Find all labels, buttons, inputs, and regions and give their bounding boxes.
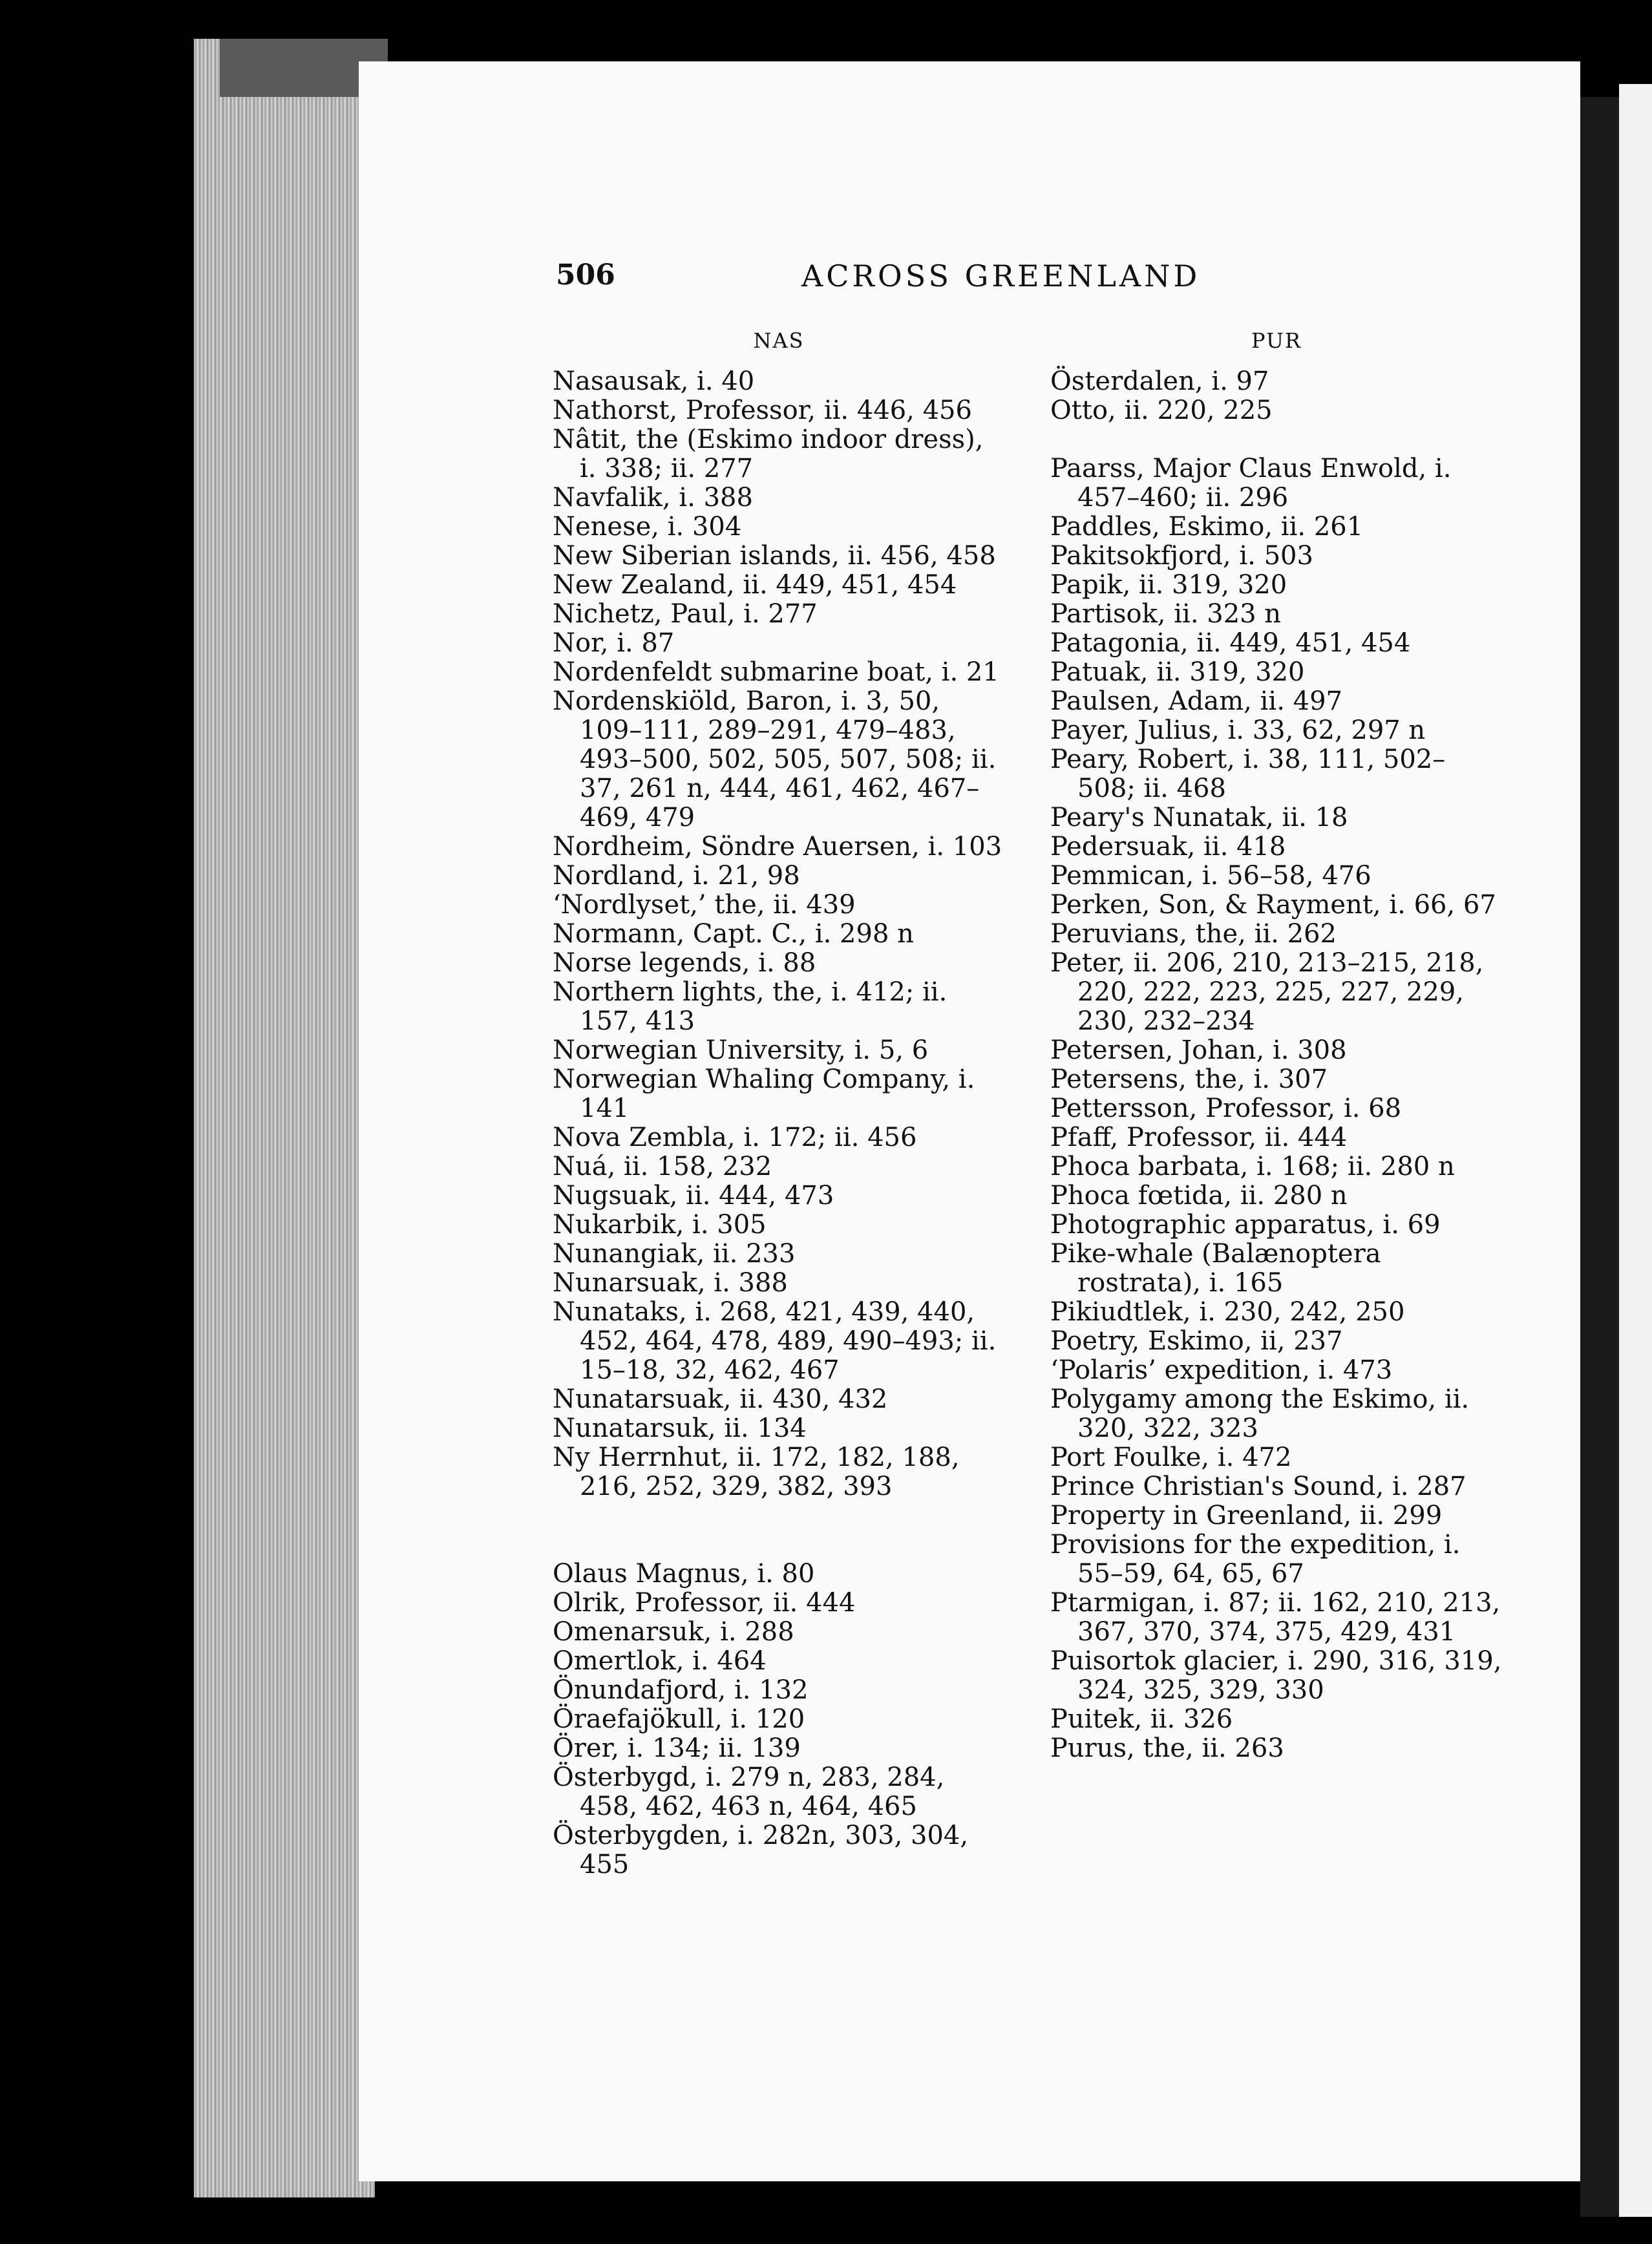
index-entry: Pfaff, Professor, ii. 444 bbox=[1050, 1123, 1348, 1152]
index-entry: Peary, Robert, i. 38, 111, 502–508; ii. 468 bbox=[1050, 745, 1446, 803]
guide-word-right: PUR bbox=[1251, 328, 1302, 353]
index-entry: Navfalik, i. 388 bbox=[553, 483, 753, 513]
index-entry: Polygamy among the Eskimo, ii. 320, 322, 323 bbox=[1050, 1384, 1470, 1443]
index-entry: Ptarmigan, i. 87; ii. 162, 210, 213, 367, 370, 374, 375, 429, 431 bbox=[1050, 1588, 1501, 1647]
index-entry: Property in Greenland, ii. 299 bbox=[1050, 1501, 1443, 1530]
index-entry: Nor, i. 87 bbox=[553, 628, 675, 658]
index-entry: Petersens, the, i. 307 bbox=[1050, 1064, 1328, 1094]
index-entry: Norse legends, i. 88 bbox=[553, 948, 816, 978]
index-column-left bbox=[553, 326, 1005, 1879]
index-entry: New Siberian islands, ii. 456, 458 bbox=[553, 541, 996, 571]
index-entry: Nunatarsuk, ii. 134 bbox=[553, 1413, 807, 1443]
index-entry: Österdalen, i. 97 bbox=[1050, 366, 1269, 396]
index-entry: Phoca barbata, i. 168; ii. 280 n bbox=[1050, 1152, 1455, 1181]
index-entry: Örer, i. 134; ii. 139 bbox=[553, 1733, 801, 1763]
index-entry: Puitek, ii. 326 bbox=[1050, 1704, 1233, 1734]
index-entry: Österbygden, i. 282n, 303, 304, 455 bbox=[553, 1821, 969, 1879]
index-entry: Port Foulke, i. 472 bbox=[1050, 1443, 1292, 1472]
index-entry: Nenese, i. 304 bbox=[553, 512, 742, 542]
index-entry: Norwegian Whaling Company, i. 141 bbox=[553, 1064, 975, 1123]
index-entry: Olrik, Professor, ii. 444 bbox=[553, 1588, 856, 1618]
index-entry: Northern lights, the, i. 412; ii. 157, 413 bbox=[553, 977, 948, 1036]
index-entry: Perken, Son, & Rayment, i. 66, 67 bbox=[1050, 890, 1496, 920]
index-entry: Nova Zembla, i. 172; ii. 456 bbox=[553, 1123, 917, 1152]
book-page-edges bbox=[194, 39, 375, 2197]
index-entry: Paulsen, Adam, ii. 497 bbox=[1050, 686, 1342, 716]
index-entry: Nunataks, i. 268, 421, 439, 440, 452, 464, 478, 489, 490–493; ii. 15–18, 32, 462, 467 bbox=[553, 1297, 997, 1385]
index-entry: Nordenfeldt submarine boat, i. 21 bbox=[553, 657, 999, 687]
index-entry: Paddles, Eskimo, ii. 261 bbox=[1050, 512, 1364, 542]
section-gap bbox=[553, 1501, 1005, 1560]
page-gutter bbox=[1580, 97, 1619, 2217]
index-group-o bbox=[553, 1560, 1005, 1879]
page-header bbox=[556, 259, 1538, 304]
index-entry: Patagonia, ii. 449, 451, 454 bbox=[1050, 628, 1411, 658]
page-number: 506 bbox=[556, 259, 615, 291]
index-group-o-cont bbox=[1050, 367, 1503, 425]
index-entry: Nunangiak, ii. 233 bbox=[553, 1239, 796, 1269]
index-entry: Pettersson, Professor, i. 68 bbox=[1050, 1094, 1402, 1123]
index-entry: Puisortok glacier, i. 290, 316, 319, 324, 325, 329, 330 bbox=[1050, 1646, 1502, 1705]
index-entry: Provisions for the expedition, i. 55–59, 64, 65, 67 bbox=[1050, 1530, 1461, 1589]
index-entry: Phoca fœtida, ii. 280 n bbox=[1050, 1181, 1348, 1211]
running-title: ACROSS GREENLAND bbox=[801, 259, 1201, 293]
index-entry: New Zealand, ii. 449, 451, 454 bbox=[553, 570, 957, 600]
index-entry: Normann, Capt. C., i. 298 n bbox=[553, 919, 914, 949]
facing-page-sliver bbox=[1619, 84, 1652, 2217]
index-entry: Nugsuak, ii. 444, 473 bbox=[553, 1181, 834, 1211]
index-entry: Nathorst, Professor, ii. 446, 456 bbox=[553, 396, 972, 425]
index-entry: Nordland, i. 21, 98 bbox=[553, 861, 800, 891]
index-column-right bbox=[1050, 326, 1503, 1763]
index-entry: Nichetz, Paul, i. 277 bbox=[553, 599, 818, 629]
index-entry: Paarss, Major Claus Enwold, i. 457–460; ii. 296 bbox=[1050, 454, 1452, 513]
index-entry: Nuá, ii. 158, 232 bbox=[553, 1152, 772, 1181]
index-entry: Nordheim, Söndre Auersen, i. 103 bbox=[553, 832, 1002, 862]
index-entry: Omertlok, i. 464 bbox=[553, 1646, 767, 1676]
index-entry: Nukarbik, i. 305 bbox=[553, 1210, 767, 1240]
index-entry: Pakitsokfjord, i. 503 bbox=[1050, 541, 1313, 571]
index-entry: Omenarsuk, i. 288 bbox=[553, 1617, 794, 1647]
index-entry: Pikiudtlek, i. 230, 242, 250 bbox=[1050, 1297, 1405, 1327]
index-entry: Payer, Julius, i. 33, 62, 297 n bbox=[1050, 715, 1426, 745]
index-entry: Pemmican, i. 56–58, 476 bbox=[1050, 861, 1371, 891]
index-entry: Österbygd, i. 279 n, 283, 284, 458, 462, 463 n, 464, 465 bbox=[553, 1762, 945, 1821]
index-entry: Olaus Magnus, i. 80 bbox=[553, 1559, 815, 1589]
index-entry: Peter, ii. 206, 210, 213–215, 218, 220, 222, 223, 225, 227, 229, 230, 232–234 bbox=[1050, 948, 1484, 1036]
index-entry: Nordenskiöld, Baron, i. 3, 50, 109–111, 289–291, 479–483, 493–500, 502, 505, 507, 508; ii. 37, 261 n, 444, 461, 462, 467–469, 479 bbox=[553, 686, 997, 832]
index-entry: Nâtit, the (Eskimo indoor dress), i. 338; ii. 277 bbox=[553, 425, 984, 483]
index-entry: Prince Christian's Sound, i. 287 bbox=[1050, 1472, 1467, 1501]
index-entry: Papik, ii. 319, 320 bbox=[1050, 570, 1287, 600]
index-entry: Purus, the, ii. 263 bbox=[1050, 1733, 1284, 1763]
index-entry: Peruvians, the, ii. 262 bbox=[1050, 919, 1337, 949]
index-entry: Petersen, Johan, i. 308 bbox=[1050, 1035, 1347, 1065]
index-entry: Ny Herrnhut, ii. 172, 182, 188, 216, 252, 329, 382, 393 bbox=[553, 1443, 960, 1501]
guide-word-left: NAS bbox=[753, 328, 805, 353]
index-group-p bbox=[1050, 454, 1503, 1763]
index-entry: Pedersuak, ii. 418 bbox=[1050, 832, 1286, 862]
index-entry: Nunatarsuak, ii. 430, 432 bbox=[553, 1384, 888, 1414]
index-entry: Öraefajökull, i. 120 bbox=[553, 1704, 805, 1734]
index-entry: Otto, ii. 220, 225 bbox=[1050, 396, 1273, 425]
index-entry: Norwegian University, i. 5, 6 bbox=[553, 1035, 929, 1065]
index-entry: ‘Nordlyset,’ the, ii. 439 bbox=[553, 890, 856, 920]
index-entry: ‘Polaris’ expedition, i. 473 bbox=[1050, 1355, 1393, 1385]
index-entry: Photographic apparatus, i. 69 bbox=[1050, 1210, 1441, 1240]
index-entry: Pike-whale (Balænoptera rostrata), i. 165 bbox=[1050, 1239, 1381, 1298]
index-entry: Nunarsuak, i. 388 bbox=[553, 1268, 788, 1298]
index-entry: Patuak, ii. 319, 320 bbox=[1050, 657, 1305, 687]
section-gap bbox=[1050, 425, 1503, 454]
index-entry: Önundafjord, i. 132 bbox=[553, 1675, 809, 1705]
index-entry: Peary's Nunatak, ii. 18 bbox=[1050, 803, 1348, 832]
index-entry: Nasausak, i. 40 bbox=[553, 366, 755, 396]
index-entry: Poetry, Eskimo, ii, 237 bbox=[1050, 1326, 1343, 1356]
index-group-n bbox=[553, 367, 1005, 1501]
index-entry: Partisok, ii. 323 n bbox=[1050, 599, 1282, 629]
